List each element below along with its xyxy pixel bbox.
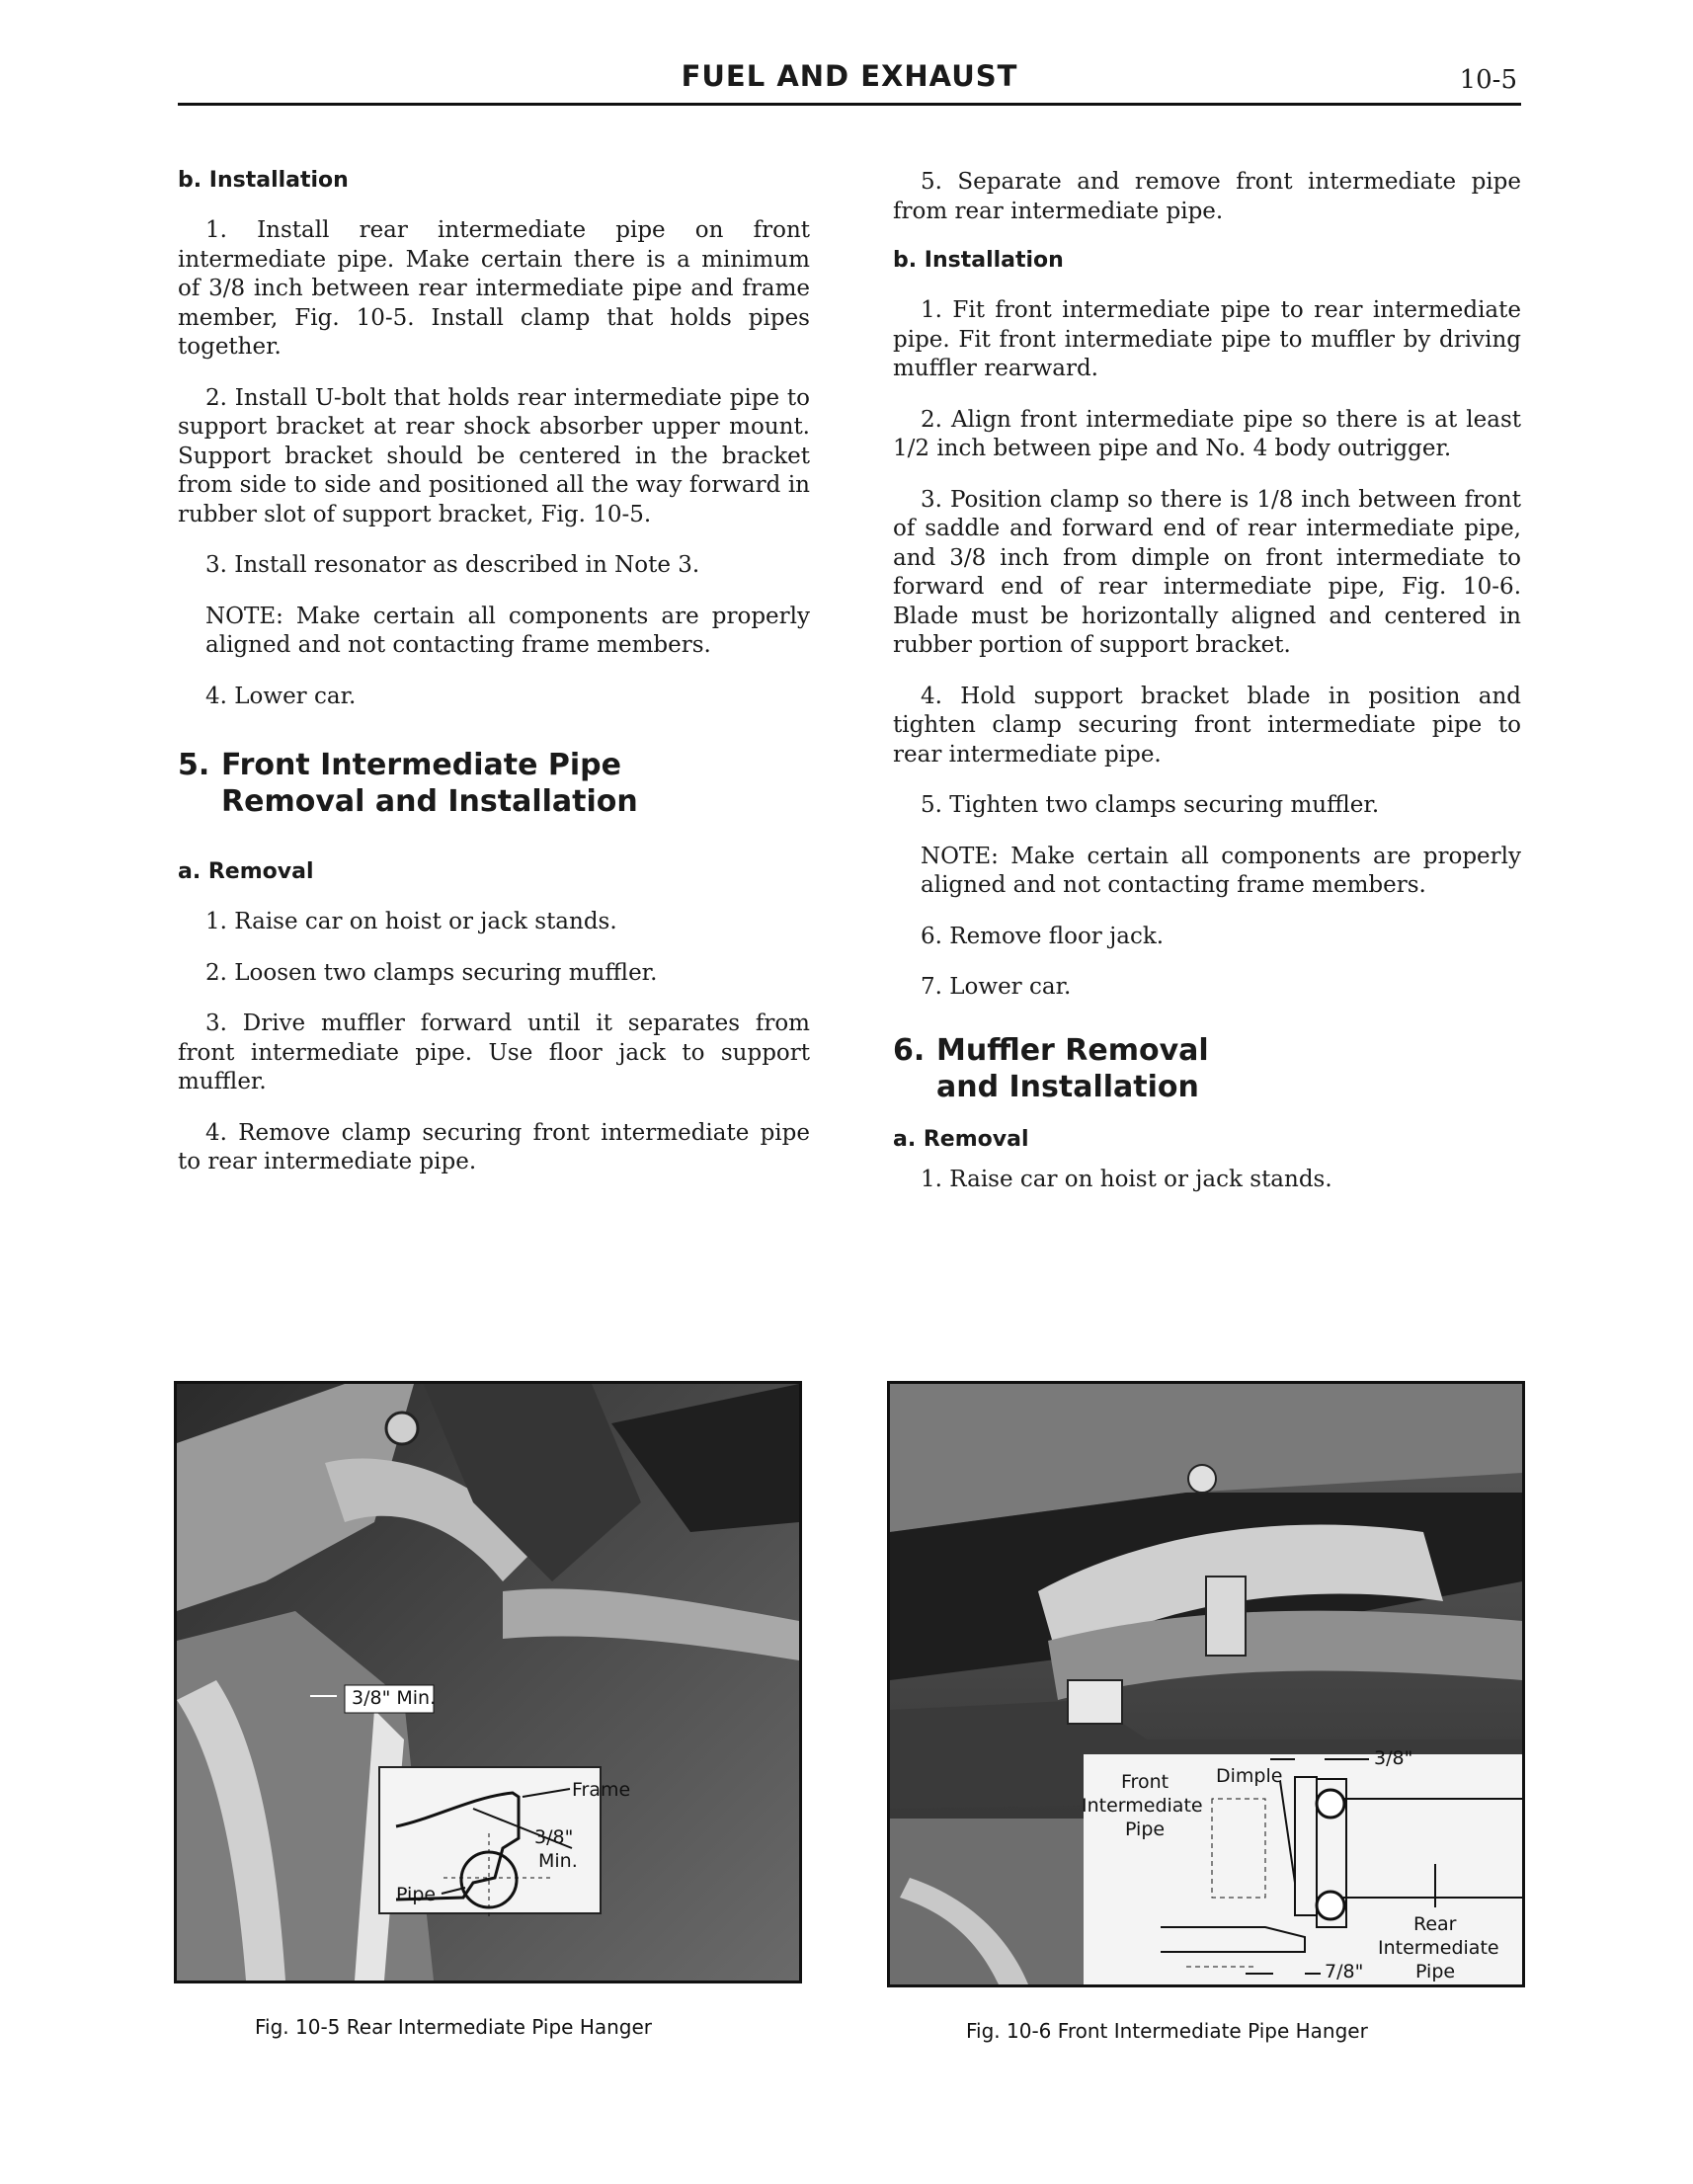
removal-step: 5. Separate and remove front intermediate pipe from rear intermediate pipe. bbox=[893, 169, 1521, 224]
installation-step: 3. Position clamp so there is 1/8 inch between front of saddle and forward end of rear intermediate pipe, and 3/8 inch from dimple on front intermediate to forward end of rear intermediate pipe, Fig. 10-6. Blade must be horizontally aligned and centered in rubber portion of support bracket. bbox=[893, 486, 1521, 658]
installation-step: 5. Tighten two clamps securing muffler. bbox=[921, 792, 1380, 818]
installation-step: 1. Fit front intermediate pipe to rear intermediate pipe. Fit front intermediate pipe to muffler by driving muffler rearward. bbox=[893, 297, 1521, 381]
figure-10-6-caption: Fig. 10-6 Front Intermediate Pipe Hanger bbox=[966, 2019, 1368, 2043]
section-title-5 bbox=[178, 747, 810, 820]
figure-10-5-caption: Fig. 10-5 Rear Intermediate Pipe Hanger bbox=[255, 2015, 653, 2039]
callout-front: Front bbox=[1121, 1771, 1169, 1793]
right-column bbox=[893, 168, 1521, 1216]
callout-38: 3/8" bbox=[1374, 1747, 1413, 1769]
removal-step: 3. Drive muffler forward until it separates from front intermediate pipe. Use floor jack to support muffler. bbox=[178, 1011, 810, 1094]
callout-min2: Min. bbox=[538, 1850, 578, 1872]
installation-step: 1. Install rear intermediate pipe on front intermediate pipe. Make certain there is a minimum of 3/8 inch between rear intermediate pipe and frame member, Fig. 10-5. Install clamp that holds pipes together. bbox=[178, 217, 810, 360]
section-number: 5. bbox=[178, 748, 210, 782]
installation-step: 2. Align front intermediate pipe so there is at least 1/2 inch between pipe and No. 4 body outrigger. bbox=[893, 406, 1521, 461]
removal-step: 1. Raise car on hoist or jack stands. bbox=[921, 1166, 1332, 1192]
installation-step: 7. Lower car. bbox=[921, 974, 1072, 1000]
section-title-line2: and Installation bbox=[936, 1069, 1199, 1104]
callout-rear-intermediate: Intermediate bbox=[1378, 1937, 1499, 1959]
callout-78: 7/8" bbox=[1325, 1961, 1364, 1982]
removal-step: 4. Remove clamp securing front intermediate pipe to rear intermediate pipe. bbox=[178, 1119, 810, 1174]
callout-38: 3/8" bbox=[534, 1826, 574, 1848]
figure-10-5-illustration bbox=[177, 1384, 799, 1981]
section-title-line2: Removal and Installation bbox=[221, 784, 638, 819]
section-number: 6. bbox=[893, 1032, 926, 1068]
callout-rear: Rear bbox=[1413, 1913, 1457, 1935]
figure-10-6-photo bbox=[887, 1381, 1525, 1987]
section-title-6 bbox=[893, 1032, 1521, 1105]
installation-step: 4. Lower car. bbox=[205, 683, 357, 709]
removal-heading: a. Removal bbox=[893, 1126, 1029, 1152]
note: NOTE: Make certain all components are properly aligned and not contacting frame members. bbox=[205, 603, 810, 658]
installation-step: 3. Install resonator as described in Note 3. bbox=[205, 552, 700, 578]
installation-heading: b. Installation bbox=[893, 248, 1064, 273]
callout-pipe: Pipe bbox=[396, 1884, 437, 1905]
callout-frame: Frame bbox=[572, 1779, 631, 1801]
page-header bbox=[178, 57, 1521, 106]
section-title-line1: Front Intermediate Pipe bbox=[221, 748, 621, 782]
callout-intermediate: Intermediate bbox=[1082, 1795, 1203, 1817]
removal-heading: a. Removal bbox=[178, 859, 314, 884]
callout-dimple: Dimple bbox=[1216, 1765, 1283, 1787]
figure-10-5-photo bbox=[174, 1381, 802, 1983]
callout-min: 3/8" Min. bbox=[352, 1687, 437, 1709]
callout-front-pipe: Pipe bbox=[1125, 1819, 1166, 1840]
installation-heading: b. Installation bbox=[178, 168, 349, 193]
page-number: 10-5 bbox=[1459, 65, 1517, 95]
removal-step: 2. Loosen two clamps securing muffler. bbox=[205, 959, 658, 986]
left-column bbox=[178, 168, 810, 1199]
section-title-line1: Muffler Removal bbox=[936, 1032, 1209, 1068]
figure-10-6-illustration bbox=[890, 1384, 1522, 1984]
installation-step: 6. Remove floor jack. bbox=[921, 923, 1165, 949]
installation-step: 2. Install U-bolt that holds rear intermediate pipe to support bracket at rear shock absorber upper mount. Support bracket should be centered in the bracket from side to side and positioned all the way forward in rubber slot of support bracket, Fig. 10-5. bbox=[178, 384, 810, 527]
callout-rear-pipe: Pipe bbox=[1415, 1961, 1456, 1982]
removal-step: 1. Raise car on hoist or jack stands. bbox=[205, 909, 617, 934]
page-title: FUEL AND EXHAUST bbox=[681, 59, 1018, 93]
note: NOTE: Make certain all components are properly aligned and not contacting frame members. bbox=[921, 843, 1521, 898]
installation-step: 4. Hold support bracket blade in position and tighten clamp securing front intermediate pipe to rear intermediate pipe. bbox=[893, 683, 1521, 768]
